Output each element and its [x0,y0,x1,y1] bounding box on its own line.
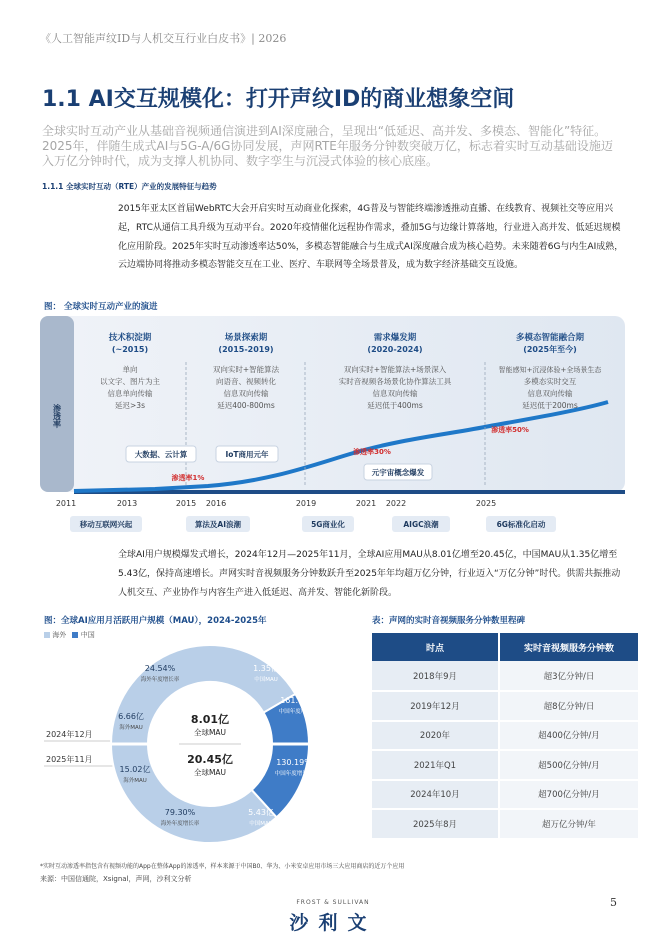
phase-1-period: (~2015) [111,345,149,354]
phase-2-line: 信息双向传输 [223,389,269,398]
phase-4-line: 多模态实时交互 [523,377,577,386]
legend-label: 海外 [52,631,67,639]
phase-2-line: 延迟400-800ms [217,401,275,410]
phase-4-line: 智能感知+沉浸体验+全场景生态 [498,366,602,374]
slice-caption: 中国MAU [249,821,273,827]
section-title: 1.1 AI交互规模化：打开声纹ID的商业想象空间 [42,87,515,112]
table-row [372,780,638,810]
table-cell: 2025年8月 [372,809,499,839]
paragraph-mau: 全球AI用户规模爆发式增长，2024年12月—2025年11月，全球AI应用MAU从8.01亿增至20.45亿，中国MAU从1.35亿增至5.43亿，保持高速增长。声网实时音视频服务分钟数跃升至2025年年均超万亿分钟，行业迈入“万亿分钟”时代。供需共振推动人机交互、产业协作与内容生产进入低延迟、高并发、智能化新阶段。 [118,550,621,598]
growth-value: 161.15% [280,696,316,705]
table-row [372,661,638,691]
phase-3-line: 信息双向传输 [372,389,418,398]
phase-3-title: 需求爆发期 [373,333,417,343]
event-label: 大数据、云计算 [134,450,188,459]
table-header-row [372,633,638,661]
slice-caption: 海外MAU [119,725,143,731]
table-cell: 超3亿分钟/日 [499,661,638,691]
table-row [372,691,638,721]
table-cell: 2021年Q1 [372,750,499,780]
growth-caption: 海外年度增长率 [160,821,200,827]
event-label: 元宇宙概念爆发 [371,468,425,477]
phase-3-line: 实时音视频各场景化协作算法工具 [338,377,452,386]
legend-swatch-china [72,632,78,638]
phase-2-title: 场景探索期 [224,333,268,343]
growth-caption: 中国年度增长率 [274,771,314,777]
table-header: 实时音视频服务分钟数 [499,633,638,661]
phase-1-line: 延迟>3s [115,401,145,410]
table-cell: 超700亿分钟/月 [499,780,638,810]
series-label: 2025年11月 [46,755,93,764]
phase-3-period: (2020-2024) [367,345,423,354]
slice-value: 5.43亿 [248,808,274,817]
year-label: 2016 [205,499,227,508]
running-header: 《人工智能声纹ID与人机交互行业白皮书》| 2026 [40,32,287,45]
source-note: 来源：中国信通院，Xsignal，声网，沙利文分析 [40,875,192,883]
growth-caption: 海外年度增长率 [140,677,180,683]
table-cell: 超8亿分钟/日 [499,691,638,721]
table-row [372,809,638,839]
event-label: IoT商用元年 [225,450,269,459]
phase-4-title: 多模态智能融合期 [515,333,585,343]
phase-2-line: 双向实时+智能算法 [212,365,280,374]
series-label: 2024年12月 [46,730,93,739]
timeline-caption: 图： 全球实时互动产业的演进 [44,302,158,312]
table-cell: 超500亿分钟/月 [499,750,638,780]
table-cell: 2019年12月 [372,691,499,721]
slice-value: 6.66亿 [118,712,144,721]
page-number: 5 [610,896,617,909]
phase-1-title: 技术积淀期 [108,333,152,343]
slice-caption: 中国MAU [254,677,278,683]
phase-1-line: 以文字、图片为主 [100,377,160,386]
penetration-label: 渗透率1% [171,474,205,482]
section-intro: 全球实时互动产业从基础音视频通信演进到AI深度融合，呈现出“低延迟、高并发、多模态、智能化”特征。2025年，伴随生成式AI与5G-A/6G协同发展，声网RTE年服务分钟数突破万亿，标志着实时互动基础设施迈入万亿分钟时代，成为支撑人机协同、数字孪生与沉浸式体验的核心底座。 [42,124,613,168]
event-label: 5G商业化 [311,520,345,529]
total-value: 8.01亿 [190,713,230,726]
growth-caption: 中国年度增长率 [278,709,318,715]
brand-logo: 沙利文 [289,912,377,934]
year-label: 2013 [116,499,138,508]
table-cell: 2018年9月 [372,661,499,691]
year-label: 2025 [475,499,497,508]
table-header: 时点 [372,633,499,661]
legend-label: 中国 [80,631,95,639]
slice-value: 1.35亿 [253,664,279,673]
phase-4-line: 信息双向传输 [527,389,573,398]
penetration-label: 渗透率30% [353,448,391,456]
phase-4-line: 延迟低于200ms [522,401,578,410]
growth-value: 79.30% [164,808,196,817]
table-caption: 表：声网的实时音视频服务分钟数里程碑 [372,616,526,626]
total-value: 20.45亿 [187,753,233,766]
year-label: 2019 [295,499,317,508]
phase-2-period: (2015-2019) [218,345,274,354]
phase-3-line: 双向实时+智能算法+场景深入 [343,365,447,374]
subsection-title: 1.1.1 全球实时互动（RTE）产业的发展特征与趋势 [42,182,217,191]
legend-swatch-overseas [44,632,50,638]
table-cell: 2024年10月 [372,780,499,810]
slice-caption: 海外MAU [123,778,147,784]
phase-1-line: 单向 [122,365,138,374]
table-row [372,750,638,780]
slice-value: 15.02亿 [119,765,151,774]
event-label: AIGC浪潮 [403,520,439,529]
table-cell: 超400亿分钟/月 [499,721,638,751]
growth-value: 130.19% [276,758,312,767]
table-row [372,721,638,751]
mau-legend [44,630,95,640]
year-label: 2022 [385,499,407,508]
total-caption: 全球MAU [193,768,227,777]
phase-4-period: (2025年至今) [523,345,577,354]
y-axis-label: 渗透率 [52,404,62,428]
year-label: 2015 [175,499,197,508]
event-label: 移动互联网兴起 [79,520,133,529]
footnote: *实时互动渗透率指包含有视频功能的App在整体App的渗透率，样本来源于中国B0、华为、小米安卓应用市场三大应用商店的近万个应用 [40,863,405,870]
growth-value: 24.54% [144,664,176,673]
mau-chart-caption: 图：全球AI应用月活跃用户规模（MAU），2024-2025年 [44,616,267,626]
penetration-label: 渗透率50% [491,426,529,434]
paragraph-rte-history: 2015年亚太区首届WebRTC大会开启实时互动商业化探索，4G普及与智能终端渗透推动直播、在线教育、视频社交等应用兴起，RTC从通信工具升级为互动平台。2020年疫情催化远程协作需求，叠加5G与边缘计算落地，行业进入高并发、低延迟规模化应用阶段。2025年实时互动渗透率达50%，多模态智能融合与生成式AI深度融合成为核心趋势。未来随着6G与内生AI成熟，云边端协同将推动多模态智能交互在工业、医疗、车联网等全场景普及，成为数字经济基础交互设施。 [118,204,624,271]
table-cell: 超万亿分钟/年 [499,809,638,839]
event-label: 算法及AI浪潮 [194,520,242,529]
year-label: 2011 [55,499,77,508]
timeline-figure [40,316,625,540]
phase-1-line: 信息单向传输 [107,389,153,398]
total-caption: 全球MAU [193,728,227,737]
year-label: 2021 [355,499,377,508]
table-cell: 2020年 [372,721,499,751]
milestone-table [372,633,638,840]
phase-2-line: 向语音、视频转化 [216,377,276,386]
brand-latin: FROST & SULLIVAN [296,899,370,906]
mau-donut-chart [40,645,340,850]
phase-3-line: 延迟低于400ms [367,401,423,410]
event-label: 6G标准化启动 [496,520,546,529]
